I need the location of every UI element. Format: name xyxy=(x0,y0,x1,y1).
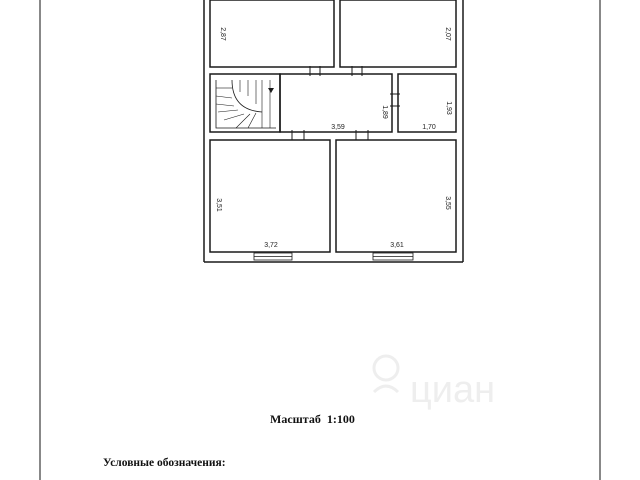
dim-bath-width: 1,70 xyxy=(422,124,436,131)
room-bottom-right xyxy=(336,140,456,252)
dim-bottom-right-width: 3,61 xyxy=(390,242,404,249)
dim-top-left-height: 2,87 xyxy=(219,27,226,41)
cian-watermark-logo xyxy=(364,340,564,420)
staircase xyxy=(210,74,280,132)
stair-direction-arrow-icon xyxy=(268,88,274,93)
dim-hall-height: 1,89 xyxy=(381,105,388,119)
room-top-right xyxy=(340,0,456,67)
door-openings xyxy=(292,66,400,140)
dim-hall-width: 3,59 xyxy=(331,124,345,131)
room-bottom-left xyxy=(210,140,330,252)
dim-bottom-left-height: 3,51 xyxy=(215,198,222,212)
room-top-left xyxy=(210,0,334,67)
dim-bottom-right-height: 3,55 xyxy=(444,196,451,210)
window-bottom-left xyxy=(254,253,292,260)
scale-caption: Масштаб 1:100 xyxy=(270,412,355,426)
legend-title: Условные обозначения: xyxy=(103,457,226,469)
svg-text:циан: циан xyxy=(410,369,496,411)
dim-bath-height: 1,93 xyxy=(445,101,452,115)
dim-top-right-height: 2,07 xyxy=(444,27,451,41)
dim-bottom-left-width: 3,72 xyxy=(264,242,278,249)
window-bottom-right xyxy=(373,253,413,260)
